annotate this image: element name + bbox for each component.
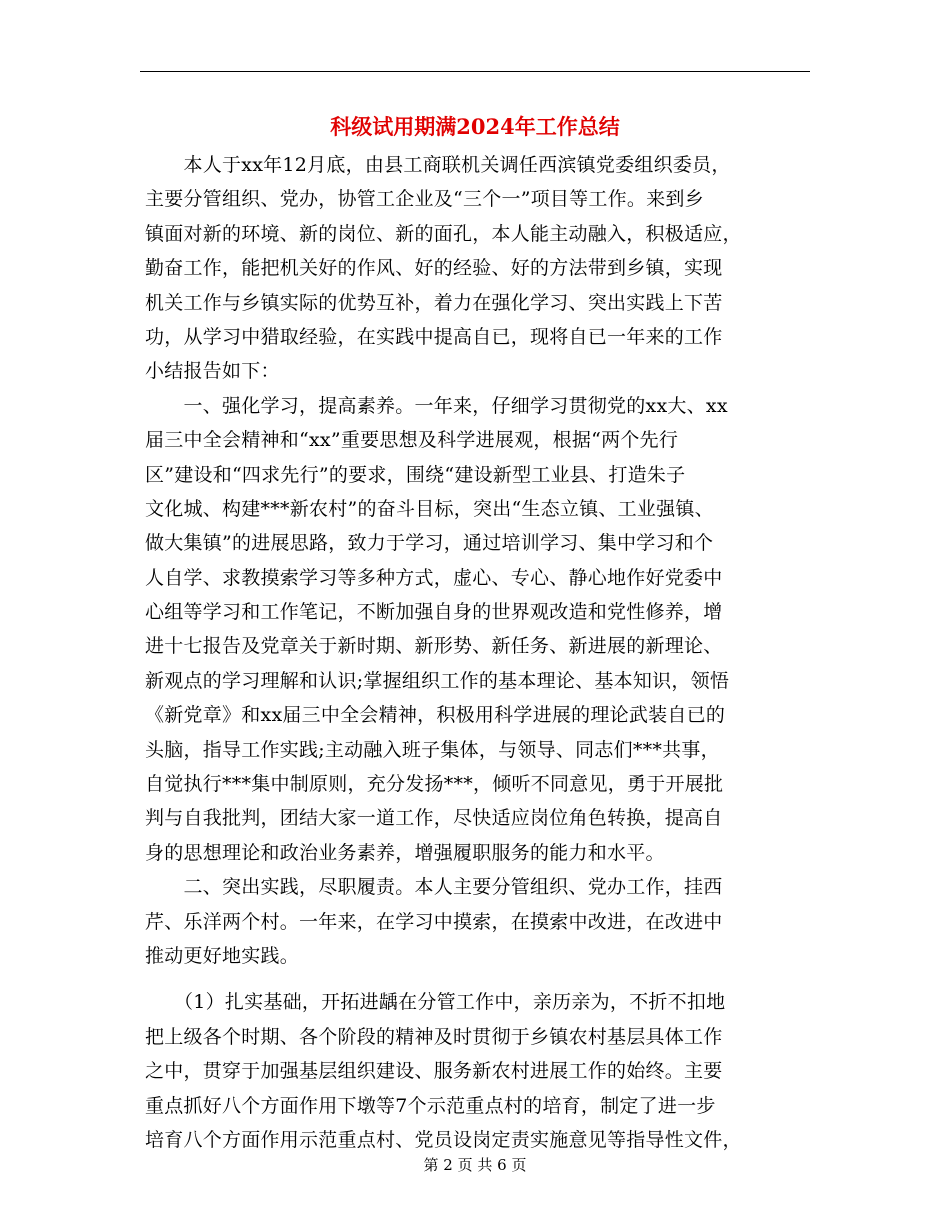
document-title: 科级试用期满2024年工作总结 [330, 114, 620, 139]
text-line: 机关工作与乡镇实际的优势互补，着力在强化学习、突出实践上下苦 [145, 291, 723, 314]
text-line: 做大集镇”的进展思路，致力于学习，通过培训学习、集中学习和个 [145, 532, 714, 555]
text-line: 心组等学习和工作笔记，不断加强自身的世界观改造和党性修养，增 [145, 601, 723, 624]
text-line: 本人于xx年12月底，由县工商联机关调任西滨镇党委组织委员， [145, 154, 731, 176]
text-line: 重点抓好八个方面作用下墩等7个示范重点村的培育，制定了进一步 [145, 1094, 716, 1117]
text-line: 人自学、求教摸索学习等多种方式，虚心、专心、静心地作好党委中 [145, 566, 723, 589]
text-line: 区”建设和“四求先行”的要求，围绕“建设新型工业县、打造朱子 [145, 463, 686, 486]
text-line: 判与自我批判，团结大家一道工作，尽快适应岗位角色转换，提高自 [145, 807, 723, 830]
text-line: 主要分管组织、党办，协管工企业及“三个一”项目等工作。来到乡 [145, 188, 704, 211]
paragraph-subsection-1 [145, 985, 810, 1157]
text-line: 身的思想理论和政治业务素养，增强履职服务的能力和水平。 [145, 841, 665, 864]
text-line: 勤奋工作，能把机关好的作风、好的经验、好的方法带到乡镇，实现 [145, 257, 723, 280]
text-line: 培育八个方面作用示范重点村、党员设岗定责实施意见等指导性文件， [145, 1128, 742, 1151]
text-line: 新观点的学习理解和认识;掌握组织工作的基本理论、基本知识，领悟 [145, 669, 730, 692]
text-line: 镇面对新的环境、新的岗位、新的面孔，本人能主动融入，积极适应， [145, 222, 742, 245]
paragraph-intro [145, 148, 810, 389]
paragraph-section-1 [145, 389, 810, 870]
text-line: 推动更好地实践。 [145, 944, 300, 967]
text-line: （1）扎实基础，开拓进龋在分管工作中，亲历亲为，不折不扣地 [145, 991, 726, 1014]
text-line: 《新党章》和xx届三中全会精神，积极用科学进展的理论武装自已的 [145, 704, 726, 727]
text-line: 二、突出实践，尽职履责。本人主要分管组织、党办工作，挂西 [145, 876, 723, 899]
text-line: 之中，贯穿于加强基层组织建设、服务新农村进展工作的始终。主要 [145, 1060, 723, 1083]
text-line: 一、强化学习，提高素养。一年来，仔细学习贯彻党的xx大、xx [145, 394, 728, 417]
document-body [145, 148, 810, 1157]
text-line: 芹、乐洋两个村。一年来，在学习中摸索，在摸索中改进，在改进中 [145, 910, 723, 933]
text-line: 头脑，指导工作实践;主动融入班子集体，与领导、同志们***共事， [145, 738, 720, 761]
text-line: 把上级各个时期、各个阶段的精神及时贯彻于乡镇农村基层具体工作 [145, 1025, 723, 1048]
text-line: 自觉执行***集中制原则，充分发扬***，倾听不同意见，勇于开展批 [145, 773, 724, 796]
header-rule [140, 71, 810, 72]
text-line: 文化城、构建***新农村”的奋斗目标，突出“生态立镇、工业强镇、 [145, 497, 714, 520]
paragraph-spacer [145, 973, 810, 985]
paragraph-section-2 [145, 870, 810, 973]
text-line: 功，从学习中猎取经验，在实践中提高自已，现将自已一年来的工作 [145, 325, 723, 348]
text-line: 进十七报告及党章关于新时期、新形势、新任务、新进展的新理论、 [145, 635, 723, 658]
text-line: 届三中全会精神和“xx”重要思想及科学进展观，根据“两个先行 [145, 429, 679, 452]
page-number-footer: 第 2 页 共 6 页 [423, 1156, 527, 1174]
text-line: 小结报告如下： [145, 360, 280, 383]
